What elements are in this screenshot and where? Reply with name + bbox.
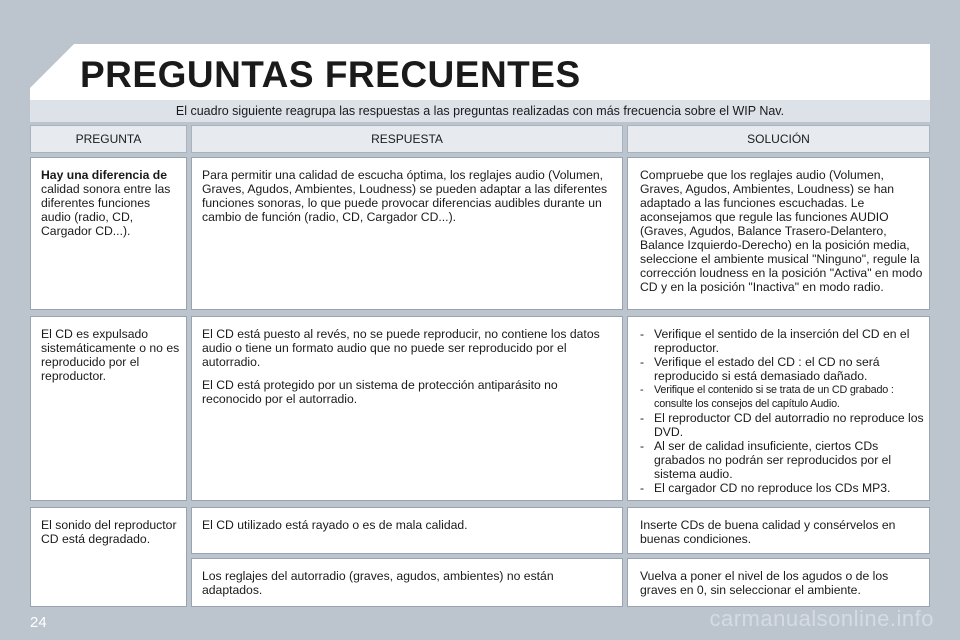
row1-question-cell (30, 157, 187, 310)
row3b-answer: Los reglajes del autorradio (graves, agudos, ambientes) no están adaptados. (202, 569, 554, 597)
row3b-answer-cell (191, 558, 623, 607)
row2-answer-p2: El CD está protegido por un sistema de protección antiparásito no reconocido por el autorradio. (202, 378, 558, 406)
header-answer: RESPUESTA (191, 125, 623, 153)
row3a-answer: El CD utilizado está rayado o es de mala calidad. (202, 518, 468, 532)
list-item: - Verifique el sentido de la inserción del CD en el reproductor. (640, 327, 928, 355)
row2-answer-cell (191, 316, 623, 501)
row2-question: El CD es expulsado sistemáticamente o no es reproducido por el reproductor. (41, 327, 180, 383)
row1-question-bold: Hay una diferencia de (41, 168, 167, 182)
row1-solution-cell (627, 157, 930, 310)
row1-question-rest: calidad sonora entre las diferentes funciones audio (radio, CD, Cargador CD...). (41, 182, 171, 238)
list-item: - Verifique el contenido si se trata de un CD grabado : consulte los consejos del capítulo Audio. (640, 383, 928, 411)
row3a-solution: Inserte CDs de buena calidad y consérvelos en buenas condiciones. (640, 518, 896, 546)
row2-solution-list (640, 327, 928, 495)
row3b-solution-cell (627, 558, 930, 607)
row1-answer-cell (191, 157, 623, 310)
list-item: - Al ser de calidad insuficiente, ciertos CDs grabados no podrán ser reproducidos por el sistema audio. (640, 439, 928, 481)
header-question: PREGUNTA (30, 125, 187, 153)
row3-question-cell (30, 507, 187, 607)
row1-question (41, 168, 181, 238)
row3b-solution: Vuelva a poner el nivel de los agudos o de los graves en 0, sin seleccionar el ambiente. (640, 569, 889, 597)
intro-text: El cuadro siguiente reagrupa las respuestas a las preguntas realizadas con más frecuencia sobre el WIP Nav. (30, 100, 930, 122)
row2-answer (202, 327, 617, 406)
page-number: 24 (30, 614, 47, 631)
list-item: - Verifique el estado del CD : el CD no será reproducido si está demasiado dañado. (640, 355, 928, 383)
row3-question: El sonido del reproductor CD está degradado. (41, 518, 177, 546)
list-item: - El reproductor CD del autorradio no reproduce los DVD. (640, 411, 928, 439)
row3a-answer-cell (191, 507, 623, 554)
header-solution: SOLUCIÓN (627, 125, 930, 153)
row2-answer-p1: El CD está puesto al revés, no se puede reproducir, no contiene los datos audio o tiene un formato audio que no puede ser reproducido por el autorradio. (202, 327, 600, 369)
page-title: PREGUNTAS FRECUENTES (80, 54, 581, 95)
row1-answer: Para permitir una calidad de escucha óptima, los reglajes audio (Volumen, Graves, Agudos, Ambientes, Loudness) se pueden adaptar a las diferentes funciones sonoras, lo que puede provocar diferencias audibles durante un cambio de función (radio, CD, Cargador CD...). (202, 168, 608, 224)
row1-solution: Compruebe que los reglajes audio (Volumen, Graves, Agudos, Ambientes, Loudness) se han adaptado a las funciones escuchadas. Le aconsejamos que regule las funciones AUDIO (Graves, Agudos, Balance Trasero-Delantero, Balance Izquierdo-Derecho) en la posición media, seleccione el ambiente musical "Ninguno", regule la corrección loudness en la posición "Activa" en modo CD y en la posición "Inactiva" en modo radio. (640, 168, 923, 294)
row3a-solution-cell (627, 507, 930, 554)
row2-question-cell (30, 316, 187, 501)
watermark: carmanualsonline.info (709, 606, 934, 631)
list-item: - El cargador CD no reproduce los CDs MP3. (640, 481, 928, 495)
row2-solution-cell (627, 316, 930, 501)
